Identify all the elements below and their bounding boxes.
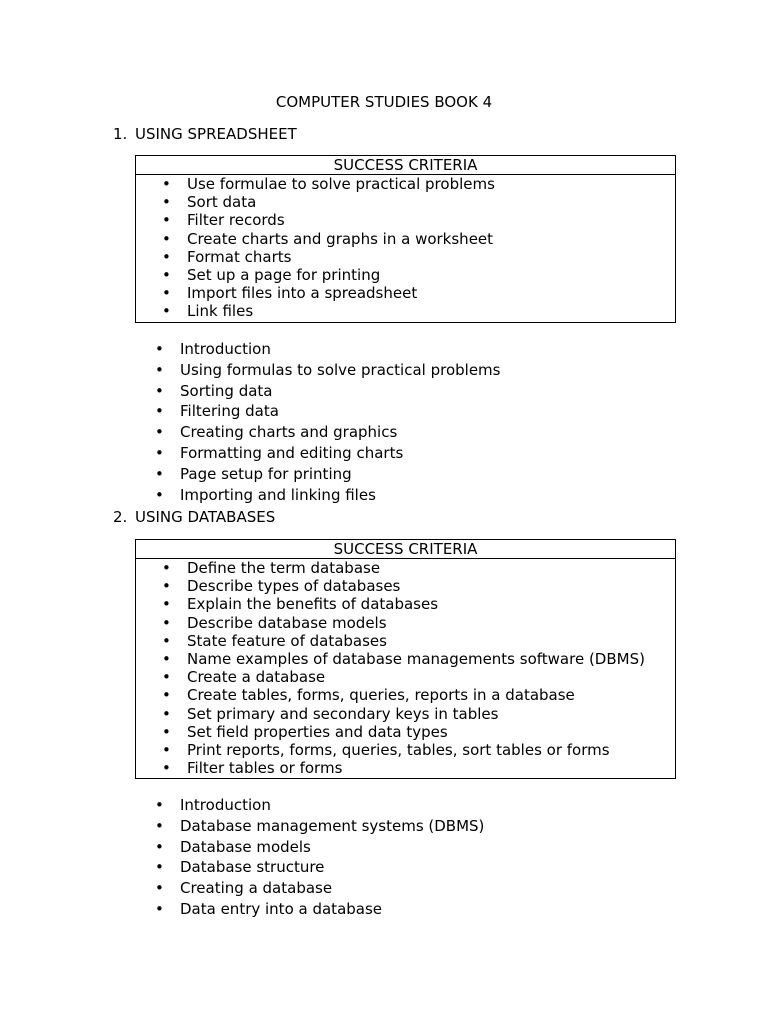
criteria-item: • Set primary and secondary keys in tables <box>136 705 675 723</box>
document-title: COMPUTER STUDIES BOOK 4 <box>275 93 493 111</box>
criteria-item: • Name examples of database managements software (DBMS) <box>136 650 675 668</box>
topic-item: • Formatting and editing charts <box>155 443 500 464</box>
criteria-item: • Print reports, forms, queries, tables, sort tables or forms <box>136 741 675 759</box>
section-title: USING DATABASES <box>135 508 276 526</box>
section-number: 2. <box>113 508 128 526</box>
topic-item: • Creating charts and graphics <box>155 422 500 443</box>
section-title: USING SPREADSHEET <box>135 125 297 143</box>
criteria-item: • Set field properties and data types <box>136 723 675 741</box>
topic-item: • Data entry into a database <box>155 899 484 920</box>
topic-item: • Introduction <box>155 339 500 360</box>
success-criteria-box-spreadsheet <box>135 155 676 323</box>
criteria-item: • Create charts and graphs in a worksheet <box>136 230 675 248</box>
success-criteria-list <box>136 175 675 322</box>
section-number: 1. <box>113 125 128 143</box>
criteria-item: • Define the term database <box>136 559 675 577</box>
topic-item: • Database management systems (DBMS) <box>155 816 484 837</box>
criteria-item: • Link files <box>136 302 675 320</box>
criteria-item: • State feature of databases <box>136 632 675 650</box>
success-criteria-box-databases <box>135 539 676 779</box>
topic-item: • Database structure <box>155 857 484 878</box>
criteria-item: • Format charts <box>136 248 675 266</box>
topic-item: • Introduction <box>155 795 484 816</box>
section-heading-databases <box>113 507 275 527</box>
criteria-item: • Describe types of databases <box>136 577 675 595</box>
criteria-item: • Use formulae to solve practical problems <box>136 175 675 193</box>
success-criteria-header: SUCCESS CRITERIA <box>136 156 675 175</box>
criteria-item: • Sort data <box>136 193 675 211</box>
criteria-item: • Set up a page for printing <box>136 266 675 284</box>
topic-item: • Database models <box>155 837 484 858</box>
criteria-item: • Filter records <box>136 211 675 229</box>
criteria-item: • Filter tables or forms <box>136 759 675 777</box>
topic-list-databases <box>155 795 484 920</box>
criteria-item: • Create a database <box>136 668 675 686</box>
criteria-item: • Explain the benefits of databases <box>136 595 675 613</box>
topic-list-spreadsheet <box>155 339 500 505</box>
topic-item: • Creating a database <box>155 878 484 899</box>
topic-item: • Page setup for printing <box>155 464 500 485</box>
topic-item: • Filtering data <box>155 401 500 422</box>
success-criteria-header: SUCCESS CRITERIA <box>136 540 675 559</box>
topic-item: • Importing and linking files <box>155 485 500 506</box>
criteria-item: • Import files into a spreadsheet <box>136 284 675 302</box>
criteria-item: • Create tables, forms, queries, reports in a database <box>136 686 675 704</box>
topic-item: • Sorting data <box>155 381 500 402</box>
success-criteria-list <box>136 559 675 778</box>
criteria-item: • Describe database models <box>136 614 675 632</box>
section-heading-spreadsheet <box>113 124 297 144</box>
topic-item: • Using formulas to solve practical problems <box>155 360 500 381</box>
